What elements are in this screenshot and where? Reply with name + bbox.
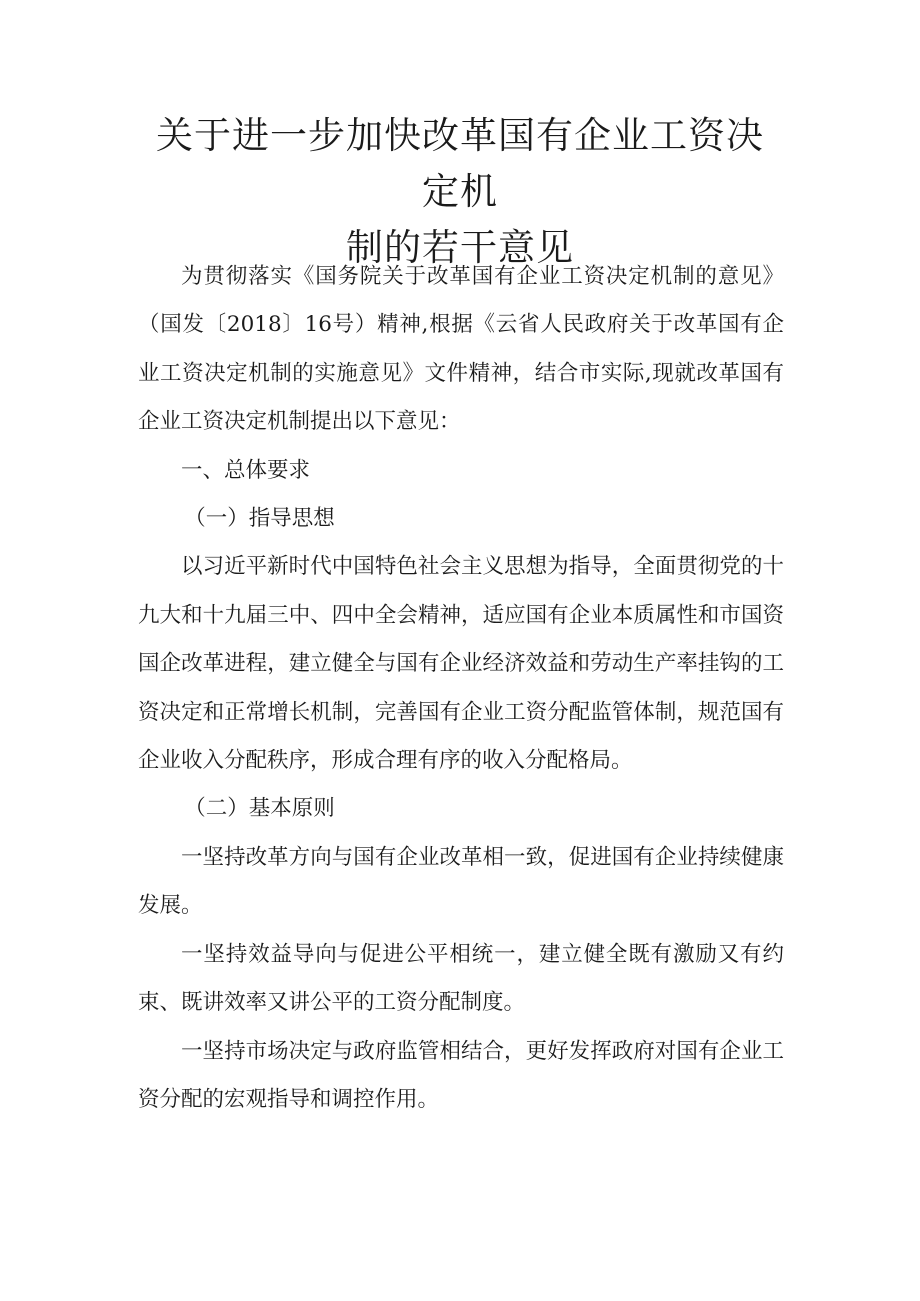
document-title-line-1: 关于进一步加快改革国有企业工资决定机 (156, 114, 764, 213)
intro-paragraph: 为贯彻落实《国务院关于改革国有企业工资决定机制的意见》（国发〔2018〕16号）精神,根据《云省人民政府关于改革国有企业工资决定机制的实施意见》文件精神，结合市实际,现就改革国有企业工资决定机制提出以下意见： (138, 264, 784, 435)
subsection-heading-basic-principles: （二）基本原则 (184, 796, 335, 822)
principle-item-3: 一坚持市场决定与政府监管相结合，更好发挥政府对国有企业工资分配的宏观指导和调控作用。 (138, 1038, 784, 1112)
subsection-heading-guiding-ideology: （一）指导思想 (184, 506, 335, 532)
section-heading-general-requirements: 一、总体要求 (181, 457, 311, 483)
document-title-line-2: 制的若干意见 (346, 226, 574, 269)
guiding-ideology-paragraph: 以习近平新时代中国特色社会主义思想为指导，全面贯彻党的十九大和十九届三中、四中全会精神，适应国有企业本质属性和市国资国企改革进程，建立健全与国有企业经济效益和劳动生产率挂钩的工资决定和正常增长机制，完善国有企业工资分配监管体制，规范国有企业收入分配秩序，形成合理有序的收入分配格局。 (138, 554, 784, 774)
principle-item-1: 一坚持改革方向与国有企业改革相一致，促进国有企业持续健康发展。 (138, 844, 784, 919)
principle-item-2: 一坚持效益导向与促进公平相统一，建立健全既有激励又有约束、既讲效率又讲公平的工资分配制度。 (138, 941, 784, 1016)
document-title (140, 108, 780, 276)
document-body (138, 253, 784, 1124)
